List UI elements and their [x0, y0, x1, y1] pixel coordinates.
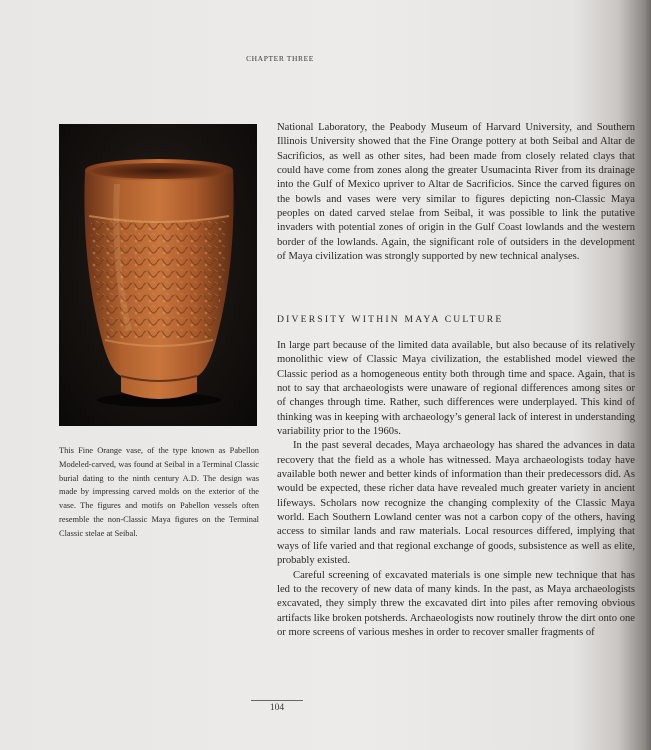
- body-paragraph-2: In large part because of the limited data available, but also because of its relatively monolithic view of Classic Maya civilization, the established model viewed the Classic period as a homogeneous entity both through time and space. Again, that is not to say that archaeologists were unaware of regional differences among sites or of changes through time. Rather, such differences were underplayed. This kind of thinking was in keeping with archaeology’s general lack of interest in understanding variability prior to the 1960s.: [277, 340, 635, 438]
- body-paragraph-4: Careful screening of excavated materials is one simple new technique that has led to the recovery of new data of many kinds. In the past, as Maya archaeologists excavated, they simply threw the excavated dirt into piles after removing obvious artifacts like broken potsherds. Archaeologists now routinely throw the dirt onto one or more screens of various meshes in order to recover smaller fragments of: [277, 569, 635, 638]
- figure-caption: [59, 444, 259, 541]
- caption-text: This Fine Orange vase, of the type known as Pabellon Modeled-carved, was found at Seibal in a Terminal Classic burial dating to the ninth century A.D. The design was made by impressing carved molds on the exterior of the vase. The figures and motifs on Pabellon vessels often resemble the non-Classic Maya figures on the Terminal Classic stelae at Seibal.: [59, 446, 259, 538]
- body-paragraph-1: National Laboratory, the Peabody Museum of Harvard University, and Southern Illinois University showed that the Fine Orange pottery at both Seibal and Altar de Sacrificios, as well as other sites, had been made from closely related clays that could have come from zones along the greater Usumacinta River from its drainage into the Gulf of Mexico upriver to Altar de Sacrificios. Since the carved figures on the bowls and vases were very similar to figures depicting non-Classic Maya peoples on dated carved stelae from Seibal, it was possible to link the putative invaders with potential zones of origin in the Gulf Coast lowlands and the western border of the lowlands. Again, the significant role of outsiders in the development of Maya civilization was strongly supported by new technical analyses.: [277, 122, 635, 263]
- vase-illustration: [59, 124, 257, 426]
- folio-rule: [251, 700, 303, 701]
- page-number: 104: [269, 703, 285, 713]
- vase-photograph: [59, 124, 257, 426]
- body-column-top: [277, 121, 635, 264]
- section-heading: DIVERSITY WITHIN MAYA CULTURE: [277, 314, 504, 325]
- running-head: CHAPTER THREE: [246, 54, 314, 63]
- body-paragraph-3: In the past several decades, Maya archaeology has shared the advances in data recovery that the field as a whole has witnessed. Maya archaeologists today have available both newer and better kinds of information than their predecessors did. As would be expected, these richer data have revealed much greater variety in ancient lifeways. Scholars now recognize the changing complexity of the Classic Maya world. Each Southern Lowland center was not a carbon copy of the others, having access to similar lands and raw materials. Local resources differed, implying that ways of life varied and that regional exchange of goods, subsistence as well as elite, probably existed.: [277, 440, 635, 567]
- body-column-bottom: [277, 339, 635, 640]
